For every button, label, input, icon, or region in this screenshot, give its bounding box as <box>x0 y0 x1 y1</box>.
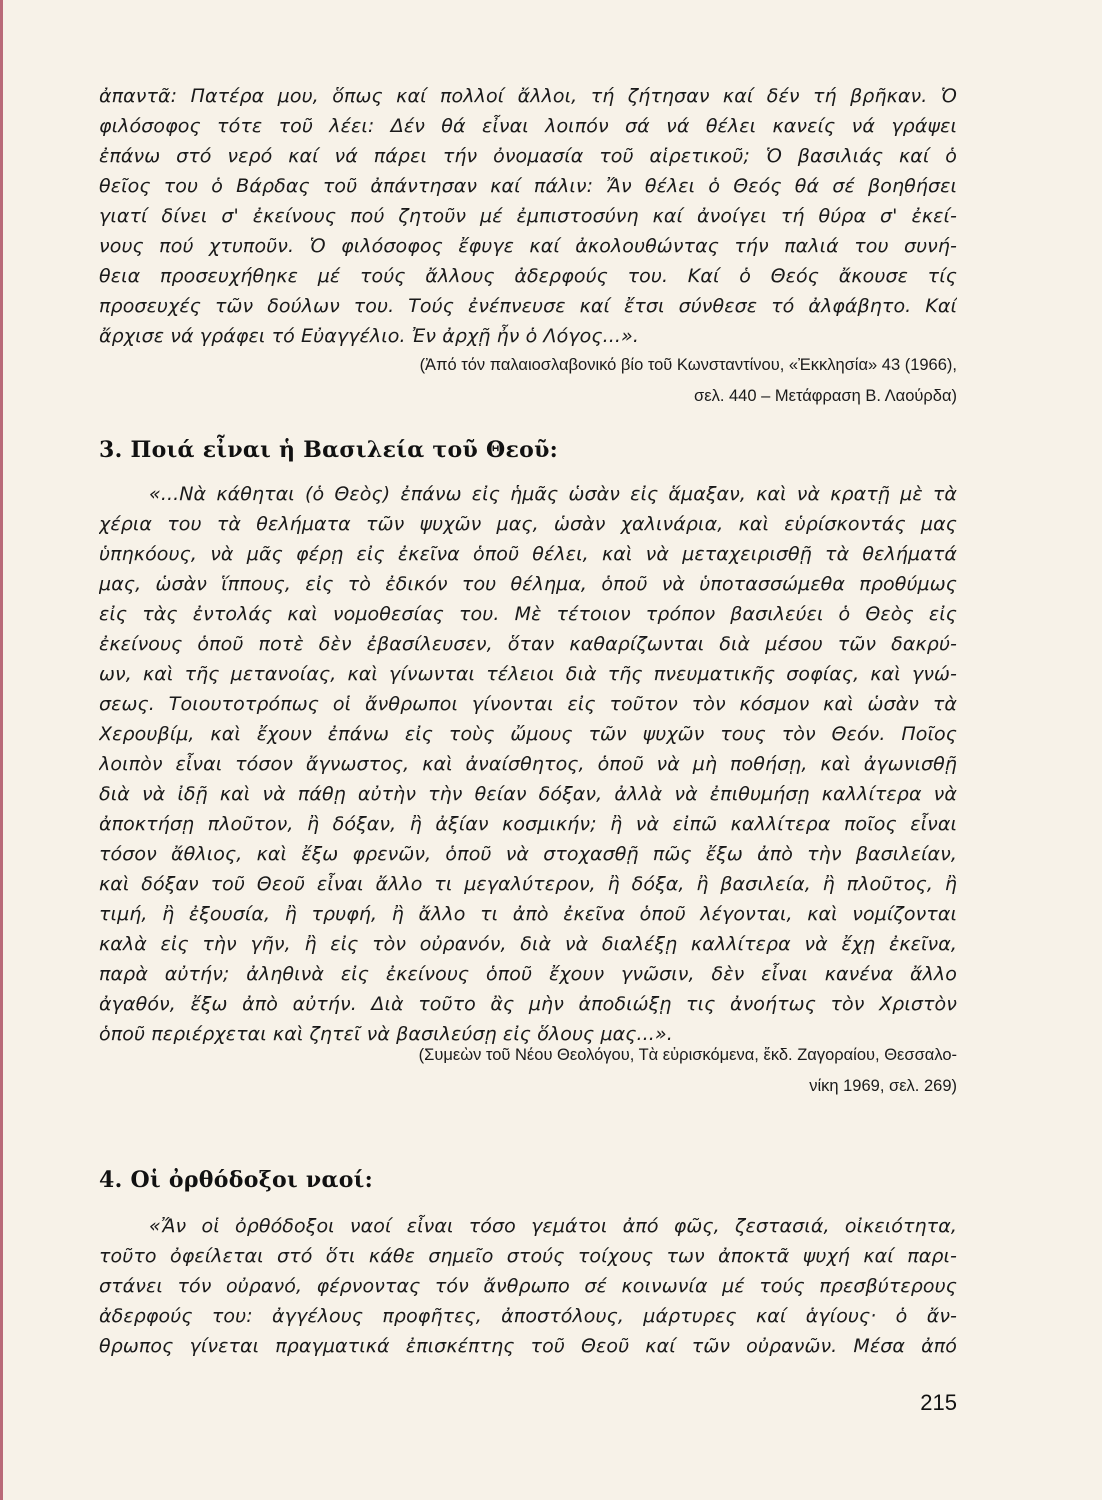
text-line: ἐκείνους ὁποῦ ποτὲ δὲν ἐβασίλευσεν, ὅταν καθαρίζωνται διὰ μέσου τῶν δακρύ- <box>99 633 957 655</box>
citation-line: σελ. 440 – Μετάφραση Β. Λαούρδα) <box>694 387 957 405</box>
intro-quote <box>99 81 957 351</box>
text-line: τοῦτο ὀφείλεται στό ὅτι κάθε σημεῖο στούς τοίχους των ἀποκτᾶ ψυχή καί παρι- <box>99 1245 957 1267</box>
text-line: παρὰ αὐτήν; ἀληθινὰ εἰς ἐκείνους ὁποῦ ἔχουν γνῶσιν, δὲν εἶναι κανένα ἄλλο <box>99 963 957 985</box>
text-line: σεως. Τοιουτοτρόπως οἱ ἄνθρωποι γίνονται εἰς τοῦτον τὸν κόσμον καὶ ὡσὰν τὰ <box>99 693 957 715</box>
text-line: θεῖος του ὁ Βάρδας τοῦ ἀπάντησαν καί πάλιν: Ἄν θέλει ὁ Θεός θά σέ βοηθήσει <box>99 175 957 197</box>
text-line: καὶ δόξαν τοῦ Θεοῦ εἶναι ἄλλο τι μεγαλύτερον, ἢ δόξα, ἢ βασιλεία, ἢ πλοῦτος, ἢ <box>99 873 957 895</box>
citation-line: (Ἀπό τόν παλαιοσλαβονικό βίο τοῦ Κωνσταντίνου, «Ἐκκλησία» 43 (1966), <box>419 356 957 374</box>
text-line: νους πού χτυποῦν. Ὁ φιλόσοφος ἔφυγε καί ἀκολουθώντας τήν παλιά του συνή- <box>99 235 957 257</box>
text-line: στάνει τόν οὐρανό, φέρνοντας τόν ἄνθρωπο σέ κοινωνία μέ τούς πρεσβύτερους <box>99 1275 957 1297</box>
text-line: ἀποκτήσῃ πλοῦτον, ἢ δόξαν, ἢ ἀξίαν κοσμικήν; ἢ νὰ εἰπῶ καλλίτερα ποῖος εἶναι <box>99 813 957 835</box>
text-line: ἄρχισε νά γράφει τό Εὐαγγέλιο. Ἐν ἀρχῇ ἦν ὁ Λόγος...». <box>99 325 640 347</box>
text-line: τόσον ἄθλιος, καὶ ἔξω φρενῶν, ὁποῦ νὰ στοχασθῇ πῶς ἔξω ἀπὸ τὴν βασιλείαν, <box>99 843 957 865</box>
page-number: 215 <box>920 1390 957 1415</box>
citation-line: (Συμεὼν τοῦ Νέου Θεολόγου, Τὰ εὑρισκόμενα, ἔκδ. Ζαγοραίου, Θεσσαλο- <box>418 1046 957 1064</box>
text-line: μας, ὡσὰν ἵππους, εἰς τὸ ἐδικόν του θέλημα, ὁποῦ νὰ ὑποτασσώμεθα προθύμως <box>99 573 957 595</box>
text-line: ἐπάνω στό νερό καί νά πάρει τήν ὀνομασία τοῦ αἱρετικοῦ; Ὁ βασιλιάς καί ὁ <box>99 145 957 167</box>
text-line: «...Νὰ κάθηται (ὁ Θεὸς) ἐπάνω εἰς ἡμᾶς ὡσὰν εἰς ἅμαξαν, καὶ νὰ κρατῇ μὲ τὰ <box>149 483 957 505</box>
text-line: ὁποῦ περιέρχεται καὶ ζητεῖ νὰ βασιλεύσῃ εἰς ὅλους μας...». <box>99 1023 673 1045</box>
text-line: καλὰ εἰς τὴν γῆν, ἢ εἰς τὸν οὐρανόν, διὰ νὰ διαλέξῃ καλλίτερα νὰ ἔχῃ ἐκεῖνα, <box>99 933 957 955</box>
text-line: ὑπηκόους, νὰ μᾶς φέρῃ εἰς ἐκεῖνα ὁποῦ θέλει, καὶ νὰ μεταχειρισθῇ τὰ θελήματά <box>99 543 957 565</box>
text-line: ἀγαθόν, ἔξω ἀπὸ αὐτήν. Διὰ τοῦτο ἂς μὴν ἀποδιώξῃ τις ἀνοήτως τὸν Χριστὸν <box>99 993 957 1015</box>
text-line: θρωπος γίνεται πραγματικά ἐπισκέπτης τοῦ Θεοῦ καί τῶν οὐρανῶν. Μέσα ἀπό <box>99 1335 957 1357</box>
text-line: γιατί δίνει σ' ἐκείνους πού ζητοῦν μέ ἐμπιστοσύνη καί ἀνοίγει τή θύρα σ' ἐκεί- <box>99 205 957 227</box>
section-3-heading: 3. Ποιά εἶναι ἡ Βασιλεία τοῦ Θεοῦ: <box>99 437 559 463</box>
section-3-source-citation <box>99 1040 957 1102</box>
text-line: ων, καὶ τῆς μετανοίας, καὶ γίνωνται τέλειοι διὰ τῆς πνευματικῆς σοφίας, καὶ γνώ- <box>99 663 957 685</box>
text-line: χέρια του τὰ θελήματα τῶν ψυχῶν μας, ὡσὰν χαλινάρια, καὶ εὑρίσκοντάς μας <box>99 513 957 535</box>
text-line: διὰ νὰ ἰδῇ καὶ νὰ πάθῃ αὐτὴν τὴν θείαν δόξαν, ἀλλὰ νὰ ἐπιθυμήσῃ καλλίτερα νὰ <box>99 783 957 805</box>
section-3-quote <box>99 479 957 1049</box>
section-4-quote <box>99 1211 957 1361</box>
text-line: Χερουβίμ, καὶ ἔχουν ἐπάνω εἰς τοὺς ὤμους τῶν ψυχῶν τους τὸν Θεόν. Ποῖος <box>99 723 957 745</box>
text-line: ἀδερφούς του: ἀγγέλους προφῆτες, ἀποστόλους, μάρτυρες καί ἁγίους· ὁ ἄν- <box>99 1305 957 1327</box>
text-line: εἰς τὰς ἐντολάς καὶ νομοθεσίας του. Μὲ τέτοιον τρόπον βασιλεύει ὁ Θεὸς εἰς <box>99 603 957 625</box>
text-line: τιμή, ἢ ἐξουσία, ἢ τρυφή, ἢ ἄλλο τι ἀπὸ ἐκεῖνα ὁποῦ λέγονται, καὶ νομίζονται <box>99 903 957 925</box>
text-line: θεια προσευχήθηκε μέ τούς ἄλλους ἀδερφούς του. Καί ὁ Θεός ἄκουσε τίς <box>99 265 957 287</box>
section-4-heading: 4. Οἱ ὀρθόδοξοι ναοί: <box>99 1167 374 1193</box>
citation-line: νίκη 1969, σελ. 269) <box>809 1077 957 1095</box>
text-line: λοιπὸν εἶναι τόσον ἄγνωστος, καὶ ἀναίσθητος, ὁποῦ νὰ μὴ ποθήσῃ, καὶ ἀγωνισθῇ <box>99 753 957 775</box>
text-line: προσευχές τῶν δούλων του. Τούς ἐνέπνευσε καί ἔτσι σύνθεσε τό ἀλφάβητο. Καί <box>99 295 957 317</box>
text-line: «Ἄν οἱ ὀρθόδοξοι ναοί εἶναι τόσο γεμάτοι ἀπό φῶς, ζεστασιά, οἰκειότητα, <box>149 1215 957 1237</box>
intro-source-citation <box>99 350 957 412</box>
text-line: φιλόσοφος τότε τοῦ λέει: Δέν θά εἶναι λοιπόν σά νά θέλει κανείς νά γράψει <box>99 115 957 137</box>
text-line: ἀπαντᾶ: Πατέρα μου, ὅπως καί πολλοί ἄλλοι, τή ζήτησαν καί δέν τή βρῆκαν. Ὁ <box>99 85 957 107</box>
